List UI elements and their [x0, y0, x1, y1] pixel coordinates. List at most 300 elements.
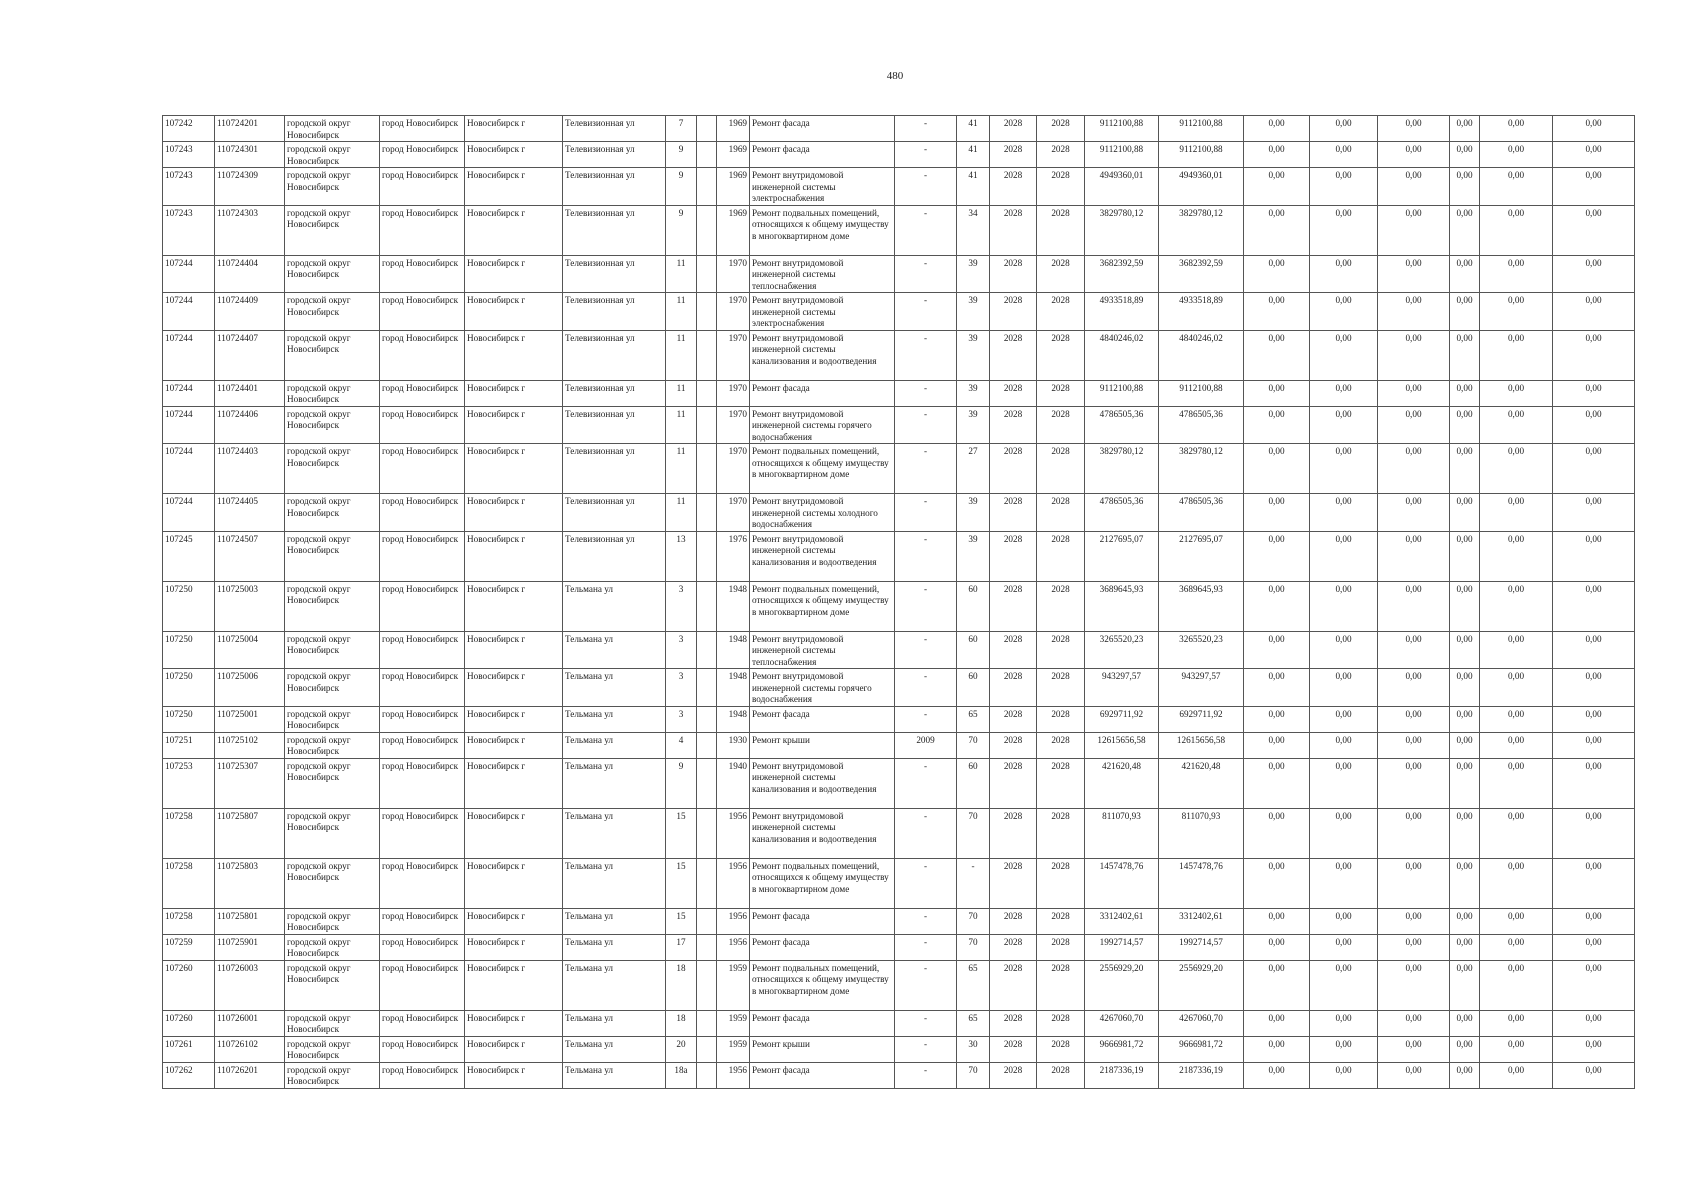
- cell-sum: 12615656,58: [1085, 732, 1159, 758]
- cell-y1: 2028: [990, 330, 1037, 380]
- cell-f1: 0,00: [1244, 631, 1310, 669]
- cell-gorod: город Новосибирск: [380, 1036, 465, 1062]
- cell-year: 1969: [717, 142, 750, 168]
- cell-work: Ремонт внутридомовой инженерной системы электроснабжения: [750, 168, 895, 206]
- cell-work: Ремонт фасада: [750, 380, 895, 406]
- table-row: [163, 669, 1635, 707]
- cell-f4: 0,00: [1450, 858, 1480, 908]
- cell-house: 3: [666, 631, 697, 669]
- cell-year: 1956: [717, 1062, 750, 1088]
- cell-id: 107243: [163, 168, 215, 206]
- table-row: [163, 1062, 1635, 1088]
- cell-y2: 2028: [1037, 706, 1085, 732]
- cell-city: Новосибирск г: [465, 205, 563, 255]
- cell-code: 110724301: [215, 142, 285, 168]
- cell-work: Ремонт внутридомовой инженерной системы горячего водоснабжения: [750, 406, 895, 444]
- cell-code: 110725801: [215, 908, 285, 934]
- cell-wear: 60: [957, 669, 990, 707]
- cell-house: 15: [666, 808, 697, 858]
- cell-y2: 2028: [1037, 934, 1085, 960]
- cell-okrug: городской округ Новосибирск: [285, 406, 380, 444]
- cell-f3: 0,00: [1378, 1036, 1450, 1062]
- cell-sum: 9112100,88: [1085, 380, 1159, 406]
- cell-f2: 0,00: [1310, 1036, 1378, 1062]
- cell-f4: 0,00: [1450, 808, 1480, 858]
- cell-wear: 39: [957, 380, 990, 406]
- cell-sum2: 3829780,12: [1159, 205, 1244, 255]
- cell-work: Ремонт внутридомовой инженерной системы канализования и водоотведения: [750, 330, 895, 380]
- cell-sum2: 3689645,93: [1159, 581, 1244, 631]
- cell-corp: [697, 706, 717, 732]
- cell-corp: [697, 758, 717, 808]
- cell-house: 11: [666, 330, 697, 380]
- cell-f3: 0,00: [1378, 444, 1450, 494]
- cell-f5: 0,00: [1480, 168, 1553, 206]
- cell-gorod: город Новосибирск: [380, 706, 465, 732]
- cell-f1: 0,00: [1244, 444, 1310, 494]
- cell-f2: 0,00: [1310, 494, 1378, 532]
- cell-prev: -: [895, 168, 957, 206]
- cell-gorod: город Новосибирск: [380, 205, 465, 255]
- table-row: [163, 908, 1635, 934]
- cell-f1: 0,00: [1244, 1036, 1310, 1062]
- cell-y1: 2028: [990, 494, 1037, 532]
- cell-year: 1970: [717, 255, 750, 293]
- cell-year: 1959: [717, 1036, 750, 1062]
- cell-f4: 0,00: [1450, 706, 1480, 732]
- cell-city: Новосибирск г: [465, 1010, 563, 1036]
- cell-code: 110726102: [215, 1036, 285, 1062]
- cell-y1: 2028: [990, 669, 1037, 707]
- cell-id: 107244: [163, 330, 215, 380]
- cell-y2: 2028: [1037, 444, 1085, 494]
- cell-y2: 2028: [1037, 732, 1085, 758]
- cell-year: 1930: [717, 732, 750, 758]
- cell-y1: 2028: [990, 1062, 1037, 1088]
- cell-prev: -: [895, 1010, 957, 1036]
- table-row: [163, 255, 1635, 293]
- cell-sum2: 1457478,76: [1159, 858, 1244, 908]
- cell-year: 1970: [717, 380, 750, 406]
- cell-y1: 2028: [990, 631, 1037, 669]
- cell-f6: 0,00: [1553, 581, 1635, 631]
- cell-f3: 0,00: [1378, 1062, 1450, 1088]
- cell-corp: [697, 581, 717, 631]
- cell-id: 107258: [163, 858, 215, 908]
- cell-street: Телевизионная ул: [563, 494, 666, 532]
- cell-f2: 0,00: [1310, 205, 1378, 255]
- cell-work: Ремонт внутридомовой инженерной системы холодного водоснабжения: [750, 494, 895, 532]
- cell-f6: 0,00: [1553, 1036, 1635, 1062]
- cell-work: Ремонт подвальных помещений, относящихся к общему имуществу в многоквартирном доме: [750, 444, 895, 494]
- cell-street: Телевизионная ул: [563, 531, 666, 581]
- cell-f6: 0,00: [1553, 858, 1635, 908]
- cell-f2: 0,00: [1310, 1062, 1378, 1088]
- cell-f3: 0,00: [1378, 330, 1450, 380]
- cell-gorod: город Новосибирск: [380, 168, 465, 206]
- cell-y2: 2028: [1037, 531, 1085, 581]
- cell-f1: 0,00: [1244, 1062, 1310, 1088]
- cell-sum2: 4949360,01: [1159, 168, 1244, 206]
- cell-code: 110724403: [215, 444, 285, 494]
- cell-sum: 4786505,36: [1085, 494, 1159, 532]
- table-row: [163, 330, 1635, 380]
- table-row: [163, 406, 1635, 444]
- cell-okrug: городской округ Новосибирск: [285, 758, 380, 808]
- cell-gorod: город Новосибирск: [380, 380, 465, 406]
- cell-f3: 0,00: [1378, 631, 1450, 669]
- cell-f2: 0,00: [1310, 908, 1378, 934]
- cell-f2: 0,00: [1310, 168, 1378, 206]
- table-row: [163, 205, 1635, 255]
- table-row: [163, 142, 1635, 168]
- cell-sum2: 811070,93: [1159, 808, 1244, 858]
- cell-f4: 0,00: [1450, 116, 1480, 142]
- cell-f5: 0,00: [1480, 934, 1553, 960]
- cell-prev: -: [895, 293, 957, 331]
- cell-street: Телевизионная ул: [563, 255, 666, 293]
- cell-work: Ремонт фасада: [750, 706, 895, 732]
- cell-okrug: городской округ Новосибирск: [285, 581, 380, 631]
- cell-gorod: город Новосибирск: [380, 934, 465, 960]
- cell-gorod: город Новосибирск: [380, 1062, 465, 1088]
- cell-city: Новосибирск г: [465, 960, 563, 1010]
- cell-house: 9: [666, 758, 697, 808]
- cell-y2: 2028: [1037, 205, 1085, 255]
- cell-street: Телевизионная ул: [563, 142, 666, 168]
- cell-f4: 0,00: [1450, 934, 1480, 960]
- cell-city: Новосибирск г: [465, 908, 563, 934]
- cell-city: Новосибирск г: [465, 808, 563, 858]
- cell-f3: 0,00: [1378, 732, 1450, 758]
- cell-street: Тельмана ул: [563, 732, 666, 758]
- cell-sum2: 2127695,07: [1159, 531, 1244, 581]
- table-row: [163, 934, 1635, 960]
- cell-f5: 0,00: [1480, 1062, 1553, 1088]
- cell-gorod: город Новосибирск: [380, 960, 465, 1010]
- cell-street: Телевизионная ул: [563, 380, 666, 406]
- cell-wear: 70: [957, 732, 990, 758]
- cell-okrug: городской округ Новосибирск: [285, 706, 380, 732]
- cell-wear: 41: [957, 116, 990, 142]
- cell-sum: 1992714,57: [1085, 934, 1159, 960]
- cell-sum2: 9112100,88: [1159, 380, 1244, 406]
- cell-work: Ремонт внутридомовой инженерной системы канализования и водоотведения: [750, 808, 895, 858]
- cell-f3: 0,00: [1378, 706, 1450, 732]
- cell-street: Телевизионная ул: [563, 330, 666, 380]
- cell-city: Новосибирск г: [465, 732, 563, 758]
- cell-f5: 0,00: [1480, 494, 1553, 532]
- cell-corp: [697, 168, 717, 206]
- cell-house: 13: [666, 531, 697, 581]
- cell-gorod: город Новосибирск: [380, 908, 465, 934]
- cell-city: Новосибирск г: [465, 858, 563, 908]
- table-row: [163, 531, 1635, 581]
- cell-f4: 0,00: [1450, 908, 1480, 934]
- cell-wear: 41: [957, 142, 990, 168]
- cell-prev: -: [895, 858, 957, 908]
- cell-f3: 0,00: [1378, 142, 1450, 168]
- cell-city: Новосибирск г: [465, 142, 563, 168]
- cell-f1: 0,00: [1244, 168, 1310, 206]
- cell-f6: 0,00: [1553, 732, 1635, 758]
- cell-id: 107245: [163, 531, 215, 581]
- cell-okrug: городской округ Новосибирск: [285, 531, 380, 581]
- cell-f1: 0,00: [1244, 1010, 1310, 1036]
- cell-corp: [697, 444, 717, 494]
- cell-f4: 0,00: [1450, 1062, 1480, 1088]
- cell-f4: 0,00: [1450, 168, 1480, 206]
- cell-okrug: городской округ Новосибирск: [285, 142, 380, 168]
- cell-code: 110724404: [215, 255, 285, 293]
- cell-street: Тельмана ул: [563, 706, 666, 732]
- cell-y2: 2028: [1037, 858, 1085, 908]
- cell-prev: -: [895, 1062, 957, 1088]
- cell-sum: 1457478,76: [1085, 858, 1159, 908]
- cell-f3: 0,00: [1378, 293, 1450, 331]
- cell-f2: 0,00: [1310, 330, 1378, 380]
- cell-y2: 2028: [1037, 168, 1085, 206]
- cell-prev: -: [895, 808, 957, 858]
- cell-street: Тельмана ул: [563, 758, 666, 808]
- cell-f6: 0,00: [1553, 293, 1635, 331]
- cell-y1: 2028: [990, 168, 1037, 206]
- cell-f5: 0,00: [1480, 1010, 1553, 1036]
- cell-sum: 9112100,88: [1085, 116, 1159, 142]
- cell-f5: 0,00: [1480, 631, 1553, 669]
- cell-code: 110724409: [215, 293, 285, 331]
- cell-okrug: городской округ Новосибирск: [285, 934, 380, 960]
- cell-work: Ремонт фасада: [750, 934, 895, 960]
- cell-corp: [697, 380, 717, 406]
- cell-city: Новосибирск г: [465, 255, 563, 293]
- cell-f4: 0,00: [1450, 732, 1480, 758]
- cell-year: 1970: [717, 293, 750, 331]
- cell-code: 110724507: [215, 531, 285, 581]
- cell-corp: [697, 142, 717, 168]
- cell-f5: 0,00: [1480, 255, 1553, 293]
- cell-f1: 0,00: [1244, 960, 1310, 1010]
- cell-y1: 2028: [990, 758, 1037, 808]
- cell-gorod: город Новосибирск: [380, 732, 465, 758]
- cell-sum2: 4267060,70: [1159, 1010, 1244, 1036]
- cell-f3: 0,00: [1378, 581, 1450, 631]
- cell-f2: 0,00: [1310, 858, 1378, 908]
- cell-y2: 2028: [1037, 116, 1085, 142]
- cell-f1: 0,00: [1244, 406, 1310, 444]
- cell-f3: 0,00: [1378, 758, 1450, 808]
- cell-sum2: 9666981,72: [1159, 1036, 1244, 1062]
- cell-prev: -: [895, 142, 957, 168]
- cell-gorod: город Новосибирск: [380, 808, 465, 858]
- cell-f3: 0,00: [1378, 934, 1450, 960]
- cell-f5: 0,00: [1480, 330, 1553, 380]
- cell-id: 107260: [163, 1010, 215, 1036]
- cell-wear: 70: [957, 1062, 990, 1088]
- cell-sum2: 3265520,23: [1159, 631, 1244, 669]
- cell-f3: 0,00: [1378, 808, 1450, 858]
- cell-okrug: городской округ Новосибирск: [285, 168, 380, 206]
- cell-y1: 2028: [990, 205, 1037, 255]
- cell-year: 1956: [717, 908, 750, 934]
- cell-wear: 41: [957, 168, 990, 206]
- cell-f2: 0,00: [1310, 758, 1378, 808]
- cell-sum2: 4840246,02: [1159, 330, 1244, 380]
- cell-f4: 0,00: [1450, 330, 1480, 380]
- cell-f2: 0,00: [1310, 960, 1378, 1010]
- cell-gorod: город Новосибирск: [380, 531, 465, 581]
- cell-gorod: город Новосибирск: [380, 330, 465, 380]
- table-row: [163, 960, 1635, 1010]
- cell-wear: 39: [957, 406, 990, 444]
- cell-street: Тельмана ул: [563, 934, 666, 960]
- cell-okrug: городской округ Новосибирск: [285, 631, 380, 669]
- cell-year: 1970: [717, 494, 750, 532]
- cell-city: Новосибирск г: [465, 168, 563, 206]
- cell-gorod: город Новосибирск: [380, 116, 465, 142]
- table-row: [163, 380, 1635, 406]
- cell-f1: 0,00: [1244, 205, 1310, 255]
- cell-y1: 2028: [990, 380, 1037, 406]
- table-row: [163, 1036, 1635, 1062]
- cell-f4: 0,00: [1450, 960, 1480, 1010]
- cell-city: Новосибирск г: [465, 116, 563, 142]
- cell-city: Новосибирск г: [465, 444, 563, 494]
- cell-code: 110726001: [215, 1010, 285, 1036]
- cell-y1: 2028: [990, 960, 1037, 1010]
- cell-f1: 0,00: [1244, 380, 1310, 406]
- cell-year: 1970: [717, 444, 750, 494]
- cell-sum: 943297,57: [1085, 669, 1159, 707]
- cell-f6: 0,00: [1553, 142, 1635, 168]
- cell-sum: 4933518,89: [1085, 293, 1159, 331]
- cell-f6: 0,00: [1553, 631, 1635, 669]
- cell-street: Телевизионная ул: [563, 444, 666, 494]
- cell-id: 107244: [163, 293, 215, 331]
- cell-gorod: город Новосибирск: [380, 444, 465, 494]
- cell-wear: 70: [957, 808, 990, 858]
- cell-corp: [697, 669, 717, 707]
- cell-year: 1970: [717, 406, 750, 444]
- cell-work: Ремонт крыши: [750, 732, 895, 758]
- cell-work: Ремонт фасада: [750, 908, 895, 934]
- cell-code: 110724407: [215, 330, 285, 380]
- cell-sum2: 9112100,88: [1159, 116, 1244, 142]
- cell-y2: 2028: [1037, 1036, 1085, 1062]
- cell-f6: 0,00: [1553, 330, 1635, 380]
- cell-work: Ремонт фасада: [750, 142, 895, 168]
- cell-f2: 0,00: [1310, 406, 1378, 444]
- cell-corp: [697, 406, 717, 444]
- cell-f5: 0,00: [1480, 960, 1553, 1010]
- cell-gorod: город Новосибирск: [380, 1010, 465, 1036]
- cell-street: Тельмана ул: [563, 581, 666, 631]
- cell-wear: 39: [957, 255, 990, 293]
- cell-work: Ремонт фасада: [750, 1062, 895, 1088]
- table-row: [163, 168, 1635, 206]
- cell-f5: 0,00: [1480, 293, 1553, 331]
- cell-work: Ремонт внутридомовой инженерной системы теплоснабжения: [750, 631, 895, 669]
- cell-okrug: городской округ Новосибирск: [285, 494, 380, 532]
- cell-y2: 2028: [1037, 669, 1085, 707]
- cell-y1: 2028: [990, 1036, 1037, 1062]
- cell-city: Новосибирск г: [465, 380, 563, 406]
- cell-y1: 2028: [990, 808, 1037, 858]
- cell-gorod: город Новосибирск: [380, 494, 465, 532]
- cell-gorod: город Новосибирск: [380, 255, 465, 293]
- cell-okrug: городской округ Новосибирск: [285, 732, 380, 758]
- cell-city: Новосибирск г: [465, 669, 563, 707]
- cell-sum: 6929711,92: [1085, 706, 1159, 732]
- cell-f2: 0,00: [1310, 531, 1378, 581]
- cell-city: Новосибирск г: [465, 494, 563, 532]
- cell-prev: -: [895, 494, 957, 532]
- cell-wear: 60: [957, 758, 990, 808]
- cell-code: 110725003: [215, 581, 285, 631]
- cell-f5: 0,00: [1480, 808, 1553, 858]
- cell-street: Телевизионная ул: [563, 168, 666, 206]
- cell-prev: -: [895, 330, 957, 380]
- cell-okrug: городской округ Новосибирск: [285, 858, 380, 908]
- cell-corp: [697, 205, 717, 255]
- cell-wear: 65: [957, 1010, 990, 1036]
- cell-work: Ремонт подвальных помещений, относящихся к общему имуществу в многоквартирном доме: [750, 205, 895, 255]
- cell-corp: [697, 631, 717, 669]
- cell-id: 107242: [163, 116, 215, 142]
- cell-f5: 0,00: [1480, 406, 1553, 444]
- cell-work: Ремонт фасада: [750, 116, 895, 142]
- cell-okrug: городской округ Новосибирск: [285, 669, 380, 707]
- cell-prev: -: [895, 706, 957, 732]
- cell-f1: 0,00: [1244, 581, 1310, 631]
- cell-id: 107244: [163, 444, 215, 494]
- table-row: [163, 581, 1635, 631]
- cell-wear: 39: [957, 494, 990, 532]
- cell-house: 7: [666, 116, 697, 142]
- cell-f4: 0,00: [1450, 494, 1480, 532]
- cell-city: Новосибирск г: [465, 706, 563, 732]
- cell-y1: 2028: [990, 116, 1037, 142]
- cell-f4: 0,00: [1450, 1010, 1480, 1036]
- cell-f6: 0,00: [1553, 531, 1635, 581]
- cell-sum2: 3829780,12: [1159, 444, 1244, 494]
- cell-id: 107262: [163, 1062, 215, 1088]
- cell-id: 107261: [163, 1036, 215, 1062]
- cell-y1: 2028: [990, 934, 1037, 960]
- cell-f2: 0,00: [1310, 142, 1378, 168]
- cell-id: 107244: [163, 406, 215, 444]
- cell-sum2: 4786505,36: [1159, 406, 1244, 444]
- cell-house: 18: [666, 1010, 697, 1036]
- table-row: [163, 116, 1635, 142]
- cell-f6: 0,00: [1553, 205, 1635, 255]
- cell-work: Ремонт внутридомовой инженерной системы электроснабжения: [750, 293, 895, 331]
- cell-sum2: 1992714,57: [1159, 934, 1244, 960]
- cell-f6: 0,00: [1553, 168, 1635, 206]
- cell-f4: 0,00: [1450, 255, 1480, 293]
- cell-okrug: городской округ Новосибирск: [285, 444, 380, 494]
- cell-year: 1959: [717, 960, 750, 1010]
- cell-f2: 0,00: [1310, 444, 1378, 494]
- cell-f1: 0,00: [1244, 330, 1310, 380]
- cell-f3: 0,00: [1378, 494, 1450, 532]
- cell-work: Ремонт подвальных помещений, относящихся к общему имуществу в многоквартирном доме: [750, 581, 895, 631]
- cell-work: Ремонт подвальных помещений, относящихся к общему имуществу в многоквартирном доме: [750, 960, 895, 1010]
- cell-work: Ремонт внутридомовой инженерной системы теплоснабжения: [750, 255, 895, 293]
- cell-work: Ремонт внутридомовой инженерной системы горячего водоснабжения: [750, 669, 895, 707]
- page-number: 480: [886, 70, 904, 82]
- cell-code: 110725001: [215, 706, 285, 732]
